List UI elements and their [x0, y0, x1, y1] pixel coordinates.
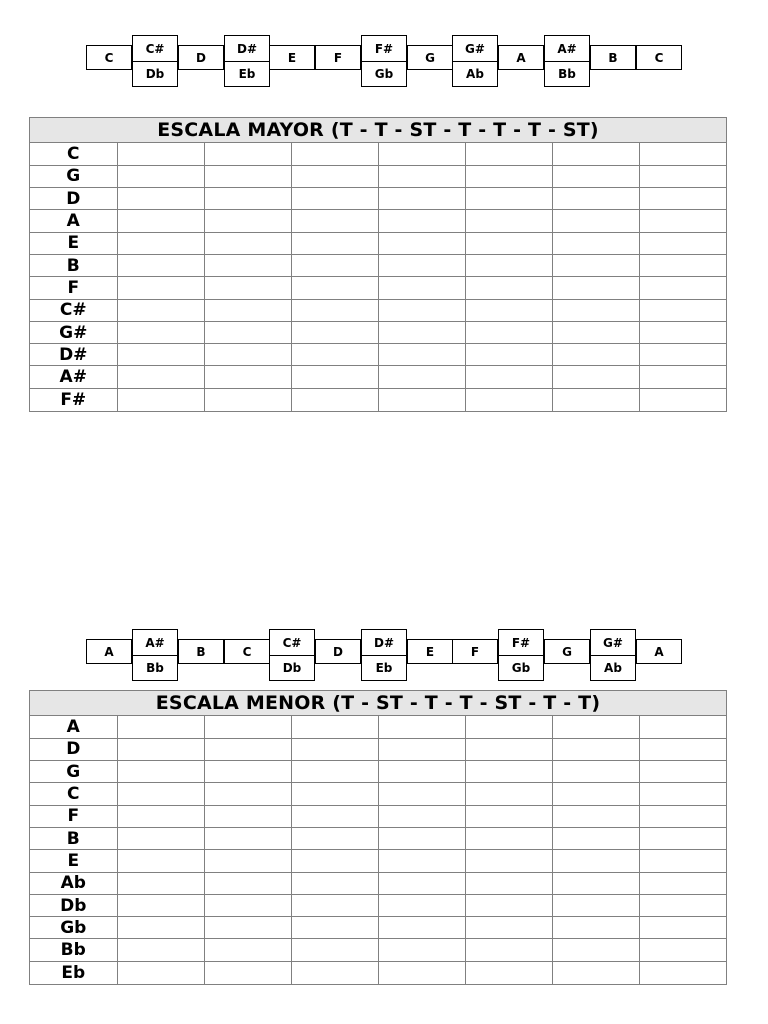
scale-degree-cell[interactable]	[552, 232, 639, 254]
major-scale-table	[29, 117, 727, 412]
note-flat: Bb	[544, 61, 590, 87]
scale-degree-cell[interactable]	[378, 321, 465, 343]
note-natural: B	[590, 45, 636, 70]
note-natural: D	[178, 45, 224, 70]
scale-degree-cell[interactable]	[117, 827, 204, 849]
scale-degree-cell[interactable]	[291, 165, 378, 187]
scale-degree-cell[interactable]	[639, 232, 726, 254]
note-flat: Db	[269, 655, 315, 681]
scale-degree-cell[interactable]	[552, 254, 639, 276]
scale-degree-cell[interactable]	[465, 165, 552, 187]
scale-row	[30, 254, 726, 276]
note-flat: Eb	[361, 655, 407, 681]
scale-row	[30, 872, 726, 894]
scale-degree-cell[interactable]	[465, 188, 552, 210]
note-natural: G	[407, 45, 453, 70]
scale-key-cell: G	[30, 165, 117, 187]
scale-row	[30, 783, 726, 805]
scale-key-cell: C	[30, 783, 117, 805]
note-natural: C	[86, 45, 132, 70]
scale-degree-cell[interactable]	[378, 917, 465, 939]
note-natural: F	[315, 45, 361, 70]
scale-row	[30, 188, 726, 210]
scale-key-cell: G#	[30, 321, 117, 343]
note-sharp: F#	[361, 35, 407, 61]
scale-key-cell: Eb	[30, 961, 117, 983]
scale-row	[30, 827, 726, 849]
scale-degree-cell[interactable]	[465, 783, 552, 805]
scale-row	[30, 761, 726, 783]
scale-degree-cell[interactable]	[291, 939, 378, 961]
scale-degree-cell[interactable]	[378, 805, 465, 827]
scale-degree-cell[interactable]	[291, 254, 378, 276]
scale-degree-cell[interactable]	[378, 716, 465, 738]
scale-key-cell: A#	[30, 366, 117, 388]
scale-degree-cell[interactable]	[552, 917, 639, 939]
scale-degree-cell[interactable]	[465, 232, 552, 254]
scale-degree-cell[interactable]	[378, 299, 465, 321]
note-natural: D	[315, 639, 361, 664]
scale-row	[30, 850, 726, 872]
scale-degree-cell[interactable]	[204, 254, 291, 276]
note-sharp: F#	[498, 629, 544, 655]
scale-degree-cell[interactable]	[291, 143, 378, 165]
scale-degree-cell[interactable]	[639, 850, 726, 872]
scale-degree-cell[interactable]	[204, 738, 291, 760]
scale-degree-cell[interactable]	[552, 210, 639, 232]
scale-key-cell: Bb	[30, 939, 117, 961]
minor-note-strip	[0, 629, 768, 689]
scale-row	[30, 738, 726, 760]
scale-degree-cell[interactable]	[378, 232, 465, 254]
scale-degree-cell[interactable]	[117, 388, 204, 410]
scale-degree-cell[interactable]	[552, 321, 639, 343]
scale-degree-cell[interactable]	[291, 344, 378, 366]
scale-degree-cell[interactable]	[204, 939, 291, 961]
scale-degree-cell[interactable]	[117, 894, 204, 916]
scale-degree-cell[interactable]	[378, 939, 465, 961]
scale-degree-cell[interactable]	[117, 210, 204, 232]
scale-degree-cell[interactable]	[291, 783, 378, 805]
scale-degree-cell[interactable]	[639, 783, 726, 805]
scale-degree-cell[interactable]	[291, 188, 378, 210]
scale-degree-cell[interactable]	[378, 388, 465, 410]
scale-row	[30, 388, 726, 410]
scale-degree-cell[interactable]	[639, 961, 726, 983]
scale-degree-cell[interactable]	[291, 716, 378, 738]
note-flat: Gb	[498, 655, 544, 681]
scale-degree-cell[interactable]	[291, 299, 378, 321]
scale-degree-cell[interactable]	[291, 805, 378, 827]
scale-degree-cell[interactable]	[378, 961, 465, 983]
scale-row	[30, 277, 726, 299]
scale-degree-cell[interactable]	[291, 277, 378, 299]
scale-key-cell: A	[30, 210, 117, 232]
scale-degree-cell[interactable]	[465, 961, 552, 983]
scale-degree-cell[interactable]	[639, 761, 726, 783]
scale-degree-cell[interactable]	[204, 917, 291, 939]
scale-degree-cell[interactable]	[117, 299, 204, 321]
scale-degree-cell[interactable]	[291, 321, 378, 343]
scale-degree-cell[interactable]	[552, 277, 639, 299]
scale-row	[30, 299, 726, 321]
note-sharp: D#	[224, 35, 270, 61]
scale-degree-cell[interactable]	[204, 805, 291, 827]
note-sharp: G#	[452, 35, 498, 61]
scale-degree-cell[interactable]	[639, 738, 726, 760]
scale-degree-cell[interactable]	[552, 165, 639, 187]
scale-degree-cell[interactable]	[465, 388, 552, 410]
scale-degree-cell[interactable]	[378, 344, 465, 366]
scale-degree-cell[interactable]	[378, 277, 465, 299]
minor-scale-grid	[30, 716, 726, 984]
scale-degree-cell[interactable]	[117, 716, 204, 738]
scale-degree-cell[interactable]	[117, 344, 204, 366]
note-sharp: D#	[361, 629, 407, 655]
scale-degree-cell[interactable]	[291, 872, 378, 894]
scale-row	[30, 805, 726, 827]
scale-degree-cell[interactable]	[204, 143, 291, 165]
note-natural: B	[178, 639, 224, 664]
scale-degree-cell[interactable]	[117, 783, 204, 805]
scale-key-cell: E	[30, 232, 117, 254]
scale-key-cell: F	[30, 277, 117, 299]
note-natural: C	[224, 639, 270, 664]
note-natural: C	[636, 45, 682, 70]
scale-degree-cell[interactable]	[639, 344, 726, 366]
scale-degree-cell[interactable]	[204, 894, 291, 916]
scale-degree-cell[interactable]	[465, 344, 552, 366]
scale-degree-cell[interactable]	[204, 188, 291, 210]
scale-degree-cell[interactable]	[117, 254, 204, 276]
note-sharp: G#	[590, 629, 636, 655]
scale-key-cell: B	[30, 254, 117, 276]
scale-degree-cell[interactable]	[465, 321, 552, 343]
scale-degree-cell[interactable]	[639, 388, 726, 410]
scale-key-cell: E	[30, 850, 117, 872]
scale-degree-cell[interactable]	[639, 188, 726, 210]
scale-key-cell: F	[30, 805, 117, 827]
scale-degree-cell[interactable]	[465, 366, 552, 388]
scale-degree-cell[interactable]	[204, 210, 291, 232]
scale-degree-cell[interactable]	[291, 894, 378, 916]
scale-degree-cell[interactable]	[465, 917, 552, 939]
scale-degree-cell[interactable]	[204, 761, 291, 783]
scale-key-cell: B	[30, 827, 117, 849]
scale-key-cell: A	[30, 716, 117, 738]
scale-degree-cell[interactable]	[639, 939, 726, 961]
scale-degree-cell[interactable]	[117, 850, 204, 872]
scale-degree-cell[interactable]	[552, 805, 639, 827]
scale-degree-cell[interactable]	[378, 738, 465, 760]
scale-degree-cell[interactable]	[639, 277, 726, 299]
scale-degree-cell[interactable]	[552, 388, 639, 410]
note-flat: Ab	[590, 655, 636, 681]
scale-degree-cell[interactable]	[291, 366, 378, 388]
note-sharp: C#	[269, 629, 315, 655]
scale-degree-cell[interactable]	[639, 254, 726, 276]
scale-row	[30, 716, 726, 738]
scale-degree-cell[interactable]	[639, 366, 726, 388]
scale-degree-cell[interactable]	[204, 165, 291, 187]
scale-degree-cell[interactable]	[639, 299, 726, 321]
scale-degree-cell[interactable]	[117, 366, 204, 388]
scale-degree-cell[interactable]	[552, 961, 639, 983]
scale-row	[30, 321, 726, 343]
scale-degree-cell[interactable]	[552, 827, 639, 849]
scale-degree-cell[interactable]	[378, 254, 465, 276]
scale-degree-cell[interactable]	[378, 210, 465, 232]
scale-degree-cell[interactable]	[291, 210, 378, 232]
scale-degree-cell[interactable]	[552, 872, 639, 894]
note-sharp: A#	[544, 35, 590, 61]
scale-row	[30, 210, 726, 232]
scale-degree-cell[interactable]	[639, 917, 726, 939]
minor-scale-table	[29, 690, 727, 985]
scale-degree-cell[interactable]	[465, 210, 552, 232]
scale-degree-cell[interactable]	[465, 850, 552, 872]
scale-degree-cell[interactable]	[552, 761, 639, 783]
scale-degree-cell[interactable]	[117, 738, 204, 760]
scale-degree-cell[interactable]	[204, 716, 291, 738]
scale-degree-cell[interactable]	[291, 738, 378, 760]
scale-row	[30, 366, 726, 388]
minor-scale-title: ESCALA MENOR (T - ST - T - T - ST - T - T)	[30, 691, 726, 716]
note-flat: Eb	[224, 61, 270, 87]
scale-degree-cell[interactable]	[291, 827, 378, 849]
scale-degree-cell[interactable]	[552, 344, 639, 366]
scale-row	[30, 344, 726, 366]
note-flat: Gb	[361, 61, 407, 87]
scale-degree-cell[interactable]	[291, 961, 378, 983]
scale-degree-cell[interactable]	[378, 366, 465, 388]
scale-row	[30, 939, 726, 961]
scale-row	[30, 232, 726, 254]
note-sharp: A#	[132, 629, 178, 655]
scale-degree-cell[interactable]	[552, 738, 639, 760]
scale-degree-cell[interactable]	[639, 143, 726, 165]
scale-degree-cell[interactable]	[204, 850, 291, 872]
scale-key-cell: F#	[30, 388, 117, 410]
scale-degree-cell[interactable]	[465, 254, 552, 276]
scale-degree-cell[interactable]	[117, 277, 204, 299]
scale-degree-cell[interactable]	[204, 299, 291, 321]
scale-degree-cell[interactable]	[552, 143, 639, 165]
scale-degree-cell[interactable]	[204, 277, 291, 299]
note-flat: Ab	[452, 61, 498, 87]
scale-degree-cell[interactable]	[204, 783, 291, 805]
scale-degree-cell[interactable]	[639, 210, 726, 232]
scale-degree-cell[interactable]	[465, 827, 552, 849]
scale-degree-cell[interactable]	[117, 917, 204, 939]
scale-degree-cell[interactable]	[378, 165, 465, 187]
note-natural: A	[86, 639, 132, 664]
scale-degree-cell[interactable]	[117, 961, 204, 983]
scale-row	[30, 143, 726, 165]
scale-row	[30, 917, 726, 939]
scale-degree-cell[interactable]	[378, 143, 465, 165]
scale-degree-cell[interactable]	[552, 894, 639, 916]
scale-degree-cell[interactable]	[117, 805, 204, 827]
scale-degree-cell[interactable]	[639, 165, 726, 187]
major-scale-grid	[30, 143, 726, 411]
scale-key-cell: Ab	[30, 872, 117, 894]
note-sharp: C#	[132, 35, 178, 61]
scale-degree-cell[interactable]	[117, 321, 204, 343]
scale-key-cell: C#	[30, 299, 117, 321]
scale-degree-cell[interactable]	[204, 344, 291, 366]
scale-degree-cell[interactable]	[204, 961, 291, 983]
scale-degree-cell[interactable]	[639, 894, 726, 916]
scale-degree-cell[interactable]	[117, 143, 204, 165]
scale-degree-cell[interactable]	[291, 850, 378, 872]
scale-degree-cell[interactable]	[204, 388, 291, 410]
scale-degree-cell[interactable]	[378, 188, 465, 210]
scale-degree-cell[interactable]	[552, 850, 639, 872]
scale-degree-cell[interactable]	[465, 939, 552, 961]
scale-degree-cell[interactable]	[552, 366, 639, 388]
scale-degree-cell[interactable]	[204, 232, 291, 254]
note-natural: A	[636, 639, 682, 664]
scale-degree-cell[interactable]	[204, 321, 291, 343]
scale-degree-cell[interactable]	[465, 277, 552, 299]
scale-degree-cell[interactable]	[465, 143, 552, 165]
scale-degree-cell[interactable]	[204, 366, 291, 388]
scale-degree-cell[interactable]	[552, 939, 639, 961]
scale-degree-cell[interactable]	[378, 872, 465, 894]
note-flat: Db	[132, 61, 178, 87]
note-flat: Bb	[132, 655, 178, 681]
major-note-strip	[0, 35, 768, 95]
scale-degree-cell[interactable]	[552, 188, 639, 210]
scale-degree-cell[interactable]	[639, 827, 726, 849]
scale-degree-cell[interactable]	[639, 321, 726, 343]
scale-degree-cell[interactable]	[204, 872, 291, 894]
scale-degree-cell[interactable]	[204, 827, 291, 849]
scale-key-cell: D	[30, 188, 117, 210]
scale-row	[30, 894, 726, 916]
scale-key-cell: Db	[30, 894, 117, 916]
scale-degree-cell[interactable]	[117, 939, 204, 961]
note-natural: E	[269, 45, 315, 70]
scale-row	[30, 961, 726, 983]
scale-degree-cell[interactable]	[291, 388, 378, 410]
scale-key-cell: D	[30, 738, 117, 760]
scale-degree-cell[interactable]	[465, 299, 552, 321]
scale-key-cell: G	[30, 761, 117, 783]
scale-degree-cell[interactable]	[465, 872, 552, 894]
scale-row	[30, 165, 726, 187]
scale-degree-cell[interactable]	[378, 783, 465, 805]
scale-degree-cell[interactable]	[465, 805, 552, 827]
scale-degree-cell[interactable]	[117, 872, 204, 894]
scale-degree-cell[interactable]	[117, 165, 204, 187]
note-natural: F	[452, 639, 498, 664]
scale-degree-cell[interactable]	[639, 805, 726, 827]
scale-degree-cell[interactable]	[465, 738, 552, 760]
scale-degree-cell[interactable]	[639, 872, 726, 894]
scale-degree-cell[interactable]	[552, 783, 639, 805]
scale-degree-cell[interactable]	[378, 827, 465, 849]
note-natural: E	[407, 639, 453, 664]
scale-degree-cell[interactable]	[291, 761, 378, 783]
major-scale-title: ESCALA MAYOR (T - T - ST - T - T - T - ST)	[30, 118, 726, 143]
scale-degree-cell[interactable]	[465, 761, 552, 783]
scale-key-cell: Gb	[30, 917, 117, 939]
scale-degree-cell[interactable]	[291, 917, 378, 939]
scale-degree-cell[interactable]	[552, 716, 639, 738]
scale-degree-cell[interactable]	[639, 716, 726, 738]
scale-degree-cell[interactable]	[378, 761, 465, 783]
scale-key-cell: D#	[30, 344, 117, 366]
note-natural: A	[498, 45, 544, 70]
scale-degree-cell[interactable]	[465, 894, 552, 916]
scale-degree-cell[interactable]	[117, 232, 204, 254]
scale-degree-cell[interactable]	[291, 232, 378, 254]
note-natural: G	[544, 639, 590, 664]
scale-degree-cell[interactable]	[465, 716, 552, 738]
scale-degree-cell[interactable]	[378, 850, 465, 872]
scale-degree-cell[interactable]	[117, 188, 204, 210]
scale-key-cell: C	[30, 143, 117, 165]
scale-degree-cell[interactable]	[552, 299, 639, 321]
scale-degree-cell[interactable]	[378, 894, 465, 916]
scale-degree-cell[interactable]	[117, 761, 204, 783]
